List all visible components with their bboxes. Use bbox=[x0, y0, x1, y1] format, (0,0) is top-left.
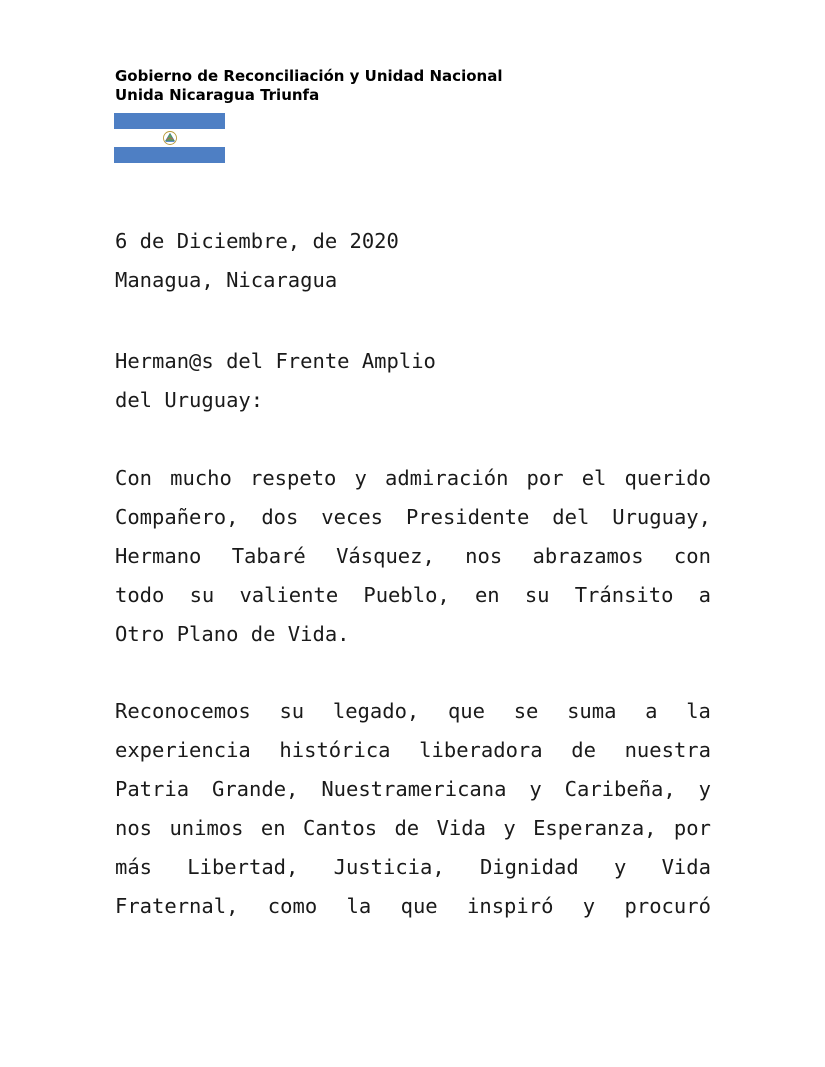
word: procuró bbox=[624, 894, 711, 918]
word: más bbox=[115, 855, 153, 879]
word: Compañero, bbox=[115, 505, 239, 529]
word: unimos bbox=[169, 816, 244, 840]
paragraph-line bbox=[115, 537, 711, 576]
word: inspiró bbox=[467, 894, 554, 918]
word: como bbox=[267, 894, 318, 918]
word: Patria bbox=[115, 777, 190, 801]
word: Reconocemos bbox=[115, 699, 251, 723]
word: Caribeña, bbox=[564, 777, 676, 801]
word: que bbox=[400, 894, 438, 918]
letter-date-place bbox=[115, 222, 711, 300]
word: y bbox=[354, 466, 367, 490]
word: nuestra bbox=[624, 738, 711, 762]
word: y bbox=[503, 816, 516, 840]
word: abrazamos bbox=[532, 544, 644, 568]
word: dos bbox=[261, 505, 299, 529]
letter-place: Managua, Nicaragua bbox=[115, 268, 338, 292]
word: la bbox=[346, 894, 372, 918]
word: y bbox=[582, 894, 596, 918]
paragraph-line bbox=[115, 770, 711, 809]
letterhead bbox=[115, 67, 502, 105]
word: veces bbox=[321, 505, 384, 529]
word: mucho bbox=[170, 466, 232, 490]
word: valiente bbox=[239, 583, 339, 607]
word: liberadora bbox=[419, 738, 543, 762]
letterhead-slogan: Unida Nicaragua Triunfa bbox=[115, 86, 320, 104]
word: Tabaré bbox=[231, 544, 306, 568]
word: Tránsito bbox=[574, 583, 674, 607]
word: Grande, bbox=[211, 777, 299, 801]
word: Fraternal, bbox=[115, 894, 239, 918]
letter-date: 6 de Diciembre, de 2020 bbox=[115, 229, 399, 253]
word: y bbox=[613, 855, 627, 879]
word: se bbox=[513, 699, 539, 723]
paragraph-line bbox=[115, 887, 711, 926]
word: Esperanza, bbox=[533, 816, 657, 840]
word: histórica bbox=[279, 738, 391, 762]
word: Vida bbox=[661, 855, 711, 879]
paragraph-line bbox=[115, 498, 711, 537]
word: Pueblo, bbox=[363, 583, 450, 607]
flag-bottom-band bbox=[114, 147, 225, 163]
paragraph-line bbox=[115, 692, 711, 731]
letter-salutation bbox=[115, 342, 711, 420]
word: Hermano bbox=[115, 544, 202, 568]
word: Dignidad bbox=[479, 855, 579, 879]
word: querido bbox=[624, 466, 711, 490]
word: respeto bbox=[250, 466, 337, 490]
word: Uruguay, bbox=[612, 505, 711, 529]
word: Vásquez, bbox=[336, 544, 435, 568]
word: Con bbox=[115, 466, 153, 490]
word: Justicia, bbox=[333, 855, 445, 879]
letterhead-government-name: Gobierno de Reconciliación y Unidad Nacional bbox=[115, 67, 503, 85]
paragraph-line bbox=[115, 731, 711, 770]
salutation-line-2: del Uruguay: bbox=[115, 388, 264, 412]
word: Libertad, bbox=[187, 855, 299, 879]
word: de bbox=[571, 738, 596, 762]
word: Presidente bbox=[405, 505, 530, 529]
nicaragua-flag bbox=[114, 113, 225, 163]
word: por bbox=[673, 816, 711, 840]
word: Nuestramericana bbox=[321, 777, 507, 801]
salutation-line-1: Herman@s del Frente Amplio bbox=[115, 349, 436, 373]
word: nos bbox=[115, 816, 153, 840]
word: en bbox=[474, 583, 500, 607]
word: por bbox=[526, 466, 564, 490]
word: Cantos bbox=[303, 816, 378, 840]
word: Vida bbox=[436, 816, 486, 840]
word: nos bbox=[465, 544, 503, 568]
letter-paragraph-1 bbox=[115, 459, 711, 654]
word: del bbox=[552, 505, 590, 529]
paragraph-line bbox=[115, 576, 711, 615]
word: de bbox=[394, 816, 420, 840]
word: que bbox=[447, 699, 485, 723]
word: y bbox=[698, 777, 711, 801]
paragraph-line: Otro Plano de Vida. bbox=[115, 622, 350, 646]
paragraph-line bbox=[115, 809, 711, 848]
word: el bbox=[581, 466, 607, 490]
word: legado, bbox=[332, 699, 420, 723]
word: con bbox=[673, 544, 711, 568]
paragraph-line bbox=[115, 848, 711, 887]
word: la bbox=[686, 699, 711, 723]
letter-paragraph-2 bbox=[115, 692, 711, 926]
word: su bbox=[524, 583, 550, 607]
word: todo bbox=[115, 583, 165, 607]
flag-top-band bbox=[114, 113, 225, 129]
word: en bbox=[260, 816, 286, 840]
word: admiración bbox=[385, 466, 509, 490]
word: a bbox=[645, 699, 658, 723]
word: su bbox=[189, 583, 215, 607]
word: experiencia bbox=[115, 738, 251, 762]
nicaragua-coat-of-arms-icon bbox=[160, 130, 180, 146]
word: su bbox=[279, 699, 305, 723]
word: suma bbox=[567, 699, 617, 723]
paragraph-line bbox=[115, 459, 711, 498]
word: a bbox=[698, 583, 711, 607]
word: y bbox=[529, 777, 542, 801]
